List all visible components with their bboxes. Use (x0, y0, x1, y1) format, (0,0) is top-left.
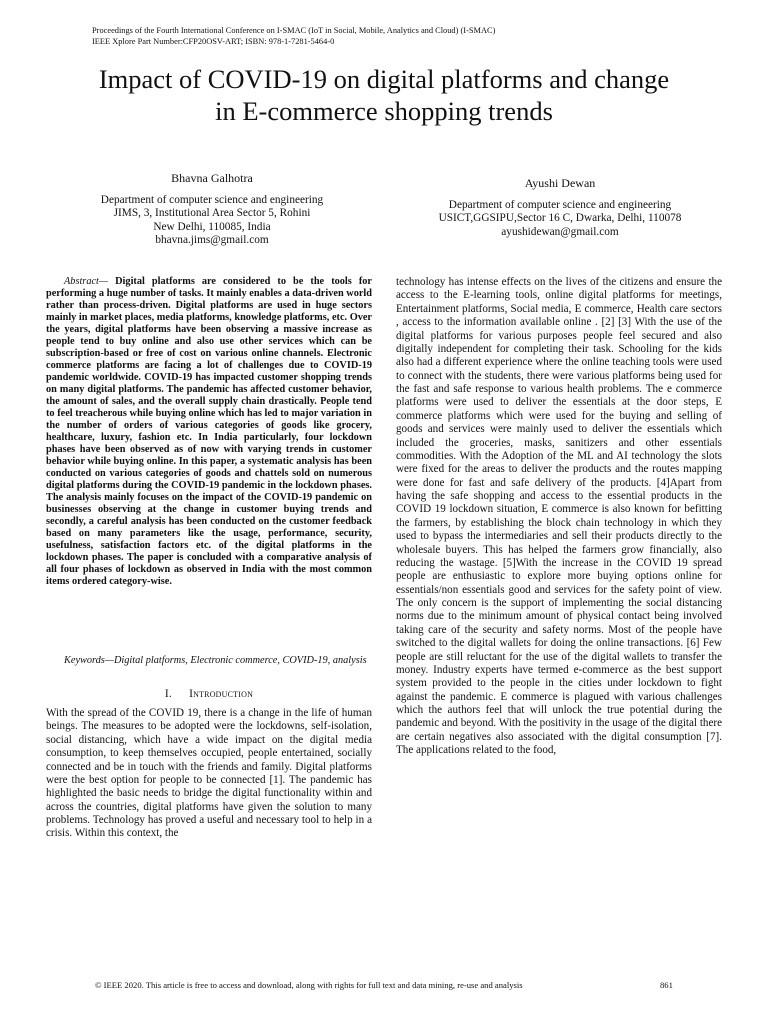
author-affiliation: Department of computer science and engineering (100, 193, 324, 206)
keywords (46, 655, 372, 667)
right-column-paragraph (396, 276, 722, 758)
author-email: bhavna.jims@gmail.com (155, 234, 269, 246)
abstract (46, 276, 372, 588)
author-block-1 (62, 172, 362, 248)
author-name: Ayushi Dewan (524, 176, 596, 190)
introduction-text: With the spread of the COVID 19, there is a change in the life of human beings. The measures to be adopted were the lockdowns, self-isolation, social distancing, which have a wide impact on the digital media consumption, to keep themselves occupied, people entertained, socially connected and be in touch with the friends and family. Digital platforms were the best option for people to be connected [1]. The pandemic has highlighted the basic needs to bridge the digital functionality within and across the countries, digital platforms have given the solution to many problems. Technology has proved a useful and necessary tool to help in a crisis. Within this context, the (46, 707, 372, 840)
conference-header-line2: IEEE Xplore Part Number:CFP20OSV-ART; ISBN: 978-1-7281-5464-0 (92, 37, 335, 46)
paper-title: Impact of COVID-19 on digital platforms and change in E-commerce shopping trends (98, 64, 670, 126)
author-city: New Delhi, 110085, India (153, 220, 271, 233)
keywords-label: Keywords— (64, 655, 114, 666)
author-address: USICT,GGSIPU,Sector 16 C, Dwarka, Delhi, 110078 (438, 212, 682, 224)
page-number: 861 (660, 980, 673, 990)
author-affiliation: Department of computer science and engineering (448, 198, 672, 211)
author-name: Bhavna Galhotra (171, 171, 253, 185)
keywords-text: Digital platforms, Electronic commerce, COVID-19, analysis (113, 655, 367, 666)
section-numeral: I. (164, 688, 172, 700)
abstract-label: Abstract— (64, 276, 109, 287)
author-block-2 (400, 177, 720, 239)
right-column-text: technology has intense effects on the lives of the citizens and ensure the access to the E-learning tools, online digital platforms for meetings, Entertainment platforms, Social media, E commerce, Health care sectors , access to the information available online . [2] [3] With the use of the digital platforms for various purposes people feel secured and also digitally independent for completing their task. Schooling for the kids also had a different experience where the online teaching tools were used to connect with the students, there were various platforms being used for the fast and safe response to various health problems. The e commerce platforms were used to deliver the essentials at the door steps, E commerce platforms which were used for the buying and selling of goods and services were mainly used to deliver the essentials which included the groceries, masks, sanitizers and other essentials commodities. With the Adoption of the ML and AI technology the slots were fixed for the areas to deliver the products and the routes mapping were done for fast and safe delivery of the products. [4]Apart from having the safe shopping and access to the essential products in the COVID 19 lockdown situation, E commerce is also known for befitting the farmers, by establishing the block chain technology in which they used to bypass the intermediaries and sell their products directly to the wholesale buyers. This has helped the farmers grow financially, also reducing the wastage. [5]With the increase in the COVID 19 spread people are enthusiastic to explore more buying options online for essentials/non essentials good and services for the safety point of view. The only concern is the support of implementing the social distancing norms due to the minimum amount of physical contact being involved taking care of the security and safety norms. Most of the people have switched to the digital wallets for doing the online transactions. [6] Few people are still reluctant for the use of the digital wallets to transfer the money. Industry experts have termed e-commerce as the best support system provided to the people in the cities under lockdown to fight against the pandemic. E commerce is plagued with various challenges which the authors feel that will unlock the true potential during the pandemic and beyond. With the positivity in the usage of the digital there are certain negatives also associated with the digital consumption [7]. The applications related to the food, (396, 276, 722, 757)
author-address: JIMS, 3, Institutional Area Sector 5, Rohini (113, 207, 311, 219)
section-heading (46, 688, 372, 700)
author-email: ayushidewan@gmail.com (501, 225, 619, 238)
copyright-footer: © IEEE 2020. This article is free to access and download, along with rights for full text and data mining, re-use and analysis (95, 980, 523, 990)
abstract-text: Digital platforms are considered to be the tools for performing a huge number of tasks. It mainly enables a data-driven world rather than process-driven. Digital platforms are used in huge sectors mainly in market places, media platforms, knowledge platforms, etc. Over the years, digital platforms have been observing a massive increase as people tend to buy online and also use other services which can be subscription-based or free of cost on various online channels. Electronic commerce platforms are facing a lot of challenges due to COVID-19 pandemic worldwide. COVID-19 has impacted customer shopping trends on many digital platforms. The pandemic has affected customer behavior, the amount of sales, and the overall supply chain drastically. People tend to feel treacherous while buying online which has led to major variation in the number of orders of various categories of goods like grocery, healthcare, luxury, fashion etc. In India particularly, four lockdown phases have been observed as of now with varying trends in customer behavior while buying online. In this paper, a systematic analysis has been conducted on various categories of goods and chattels sold on numerous digital platforms during the COVID-19 pandemic in the lockdown phases. The analysis mainly focuses on the impact of the COVID-19 pandemic on businesses observing at the change in customer buying trends and secondly, a careful analysis has been conducted on the customer feedback based on many parameters like the usage, performance, security, usefulness, satisfaction factors etc. of the digital platforms in the lockdown phases. The paper is concluded with a comparative analysis of all four phases of lockdown as observed in India with the most common items ordered category-wise. (46, 276, 372, 587)
section-title: Introduction (189, 688, 254, 700)
introduction-paragraph (46, 707, 372, 841)
conference-header-line1: Proceedings of the Fourth International Conference on I-SMAC (IoT in Social, Mobile, Analytics and Cloud) (I-SMAC) (92, 26, 496, 35)
